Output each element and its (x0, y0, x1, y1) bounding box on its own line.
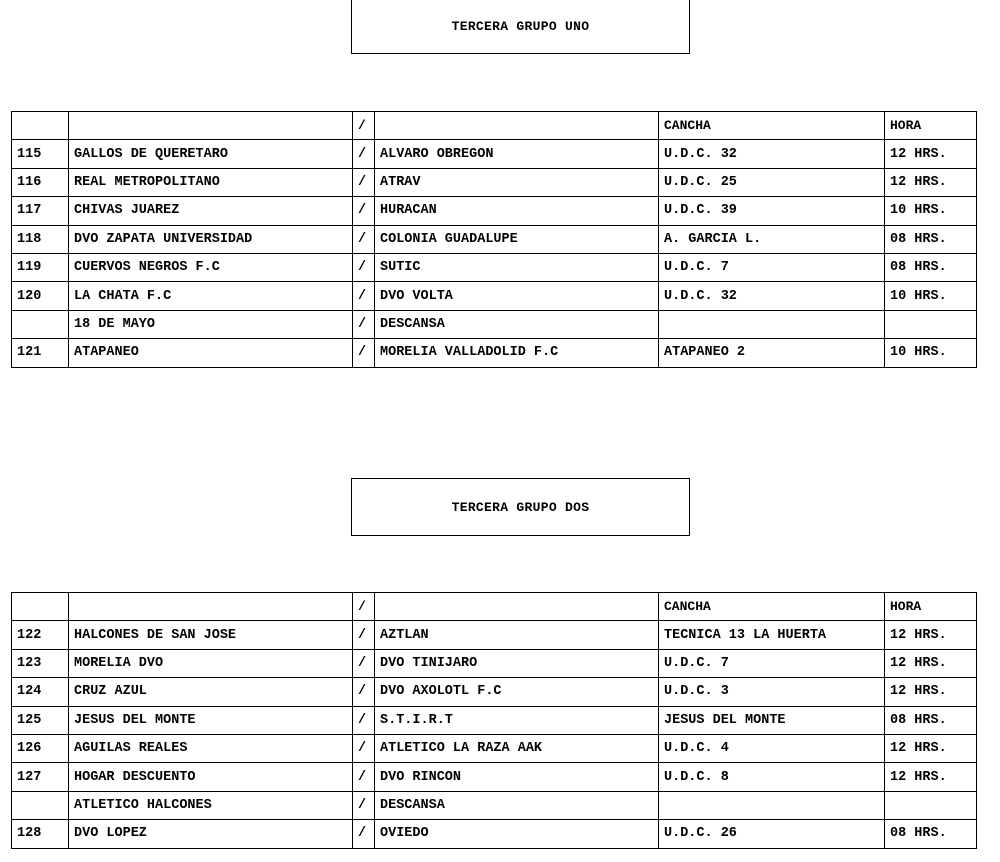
venue-cell: U.D.C. 39 (659, 197, 885, 225)
time-cell: 12 HRS. (885, 678, 977, 706)
time-cell: 10 HRS. (885, 282, 977, 310)
fixture-table-grupo-dos (11, 592, 977, 849)
home-team-cell (69, 593, 353, 621)
match-number-cell: 127 (12, 763, 69, 791)
table-row (12, 791, 977, 819)
away-team-cell: S.T.I.R.T (375, 706, 659, 734)
separator-cell: / (353, 791, 375, 819)
table-row (12, 140, 977, 168)
time-cell: 12 HRS. (885, 140, 977, 168)
away-team-cell: DVO VOLTA (375, 282, 659, 310)
table-row (12, 253, 977, 281)
match-number-cell: 128 (12, 820, 69, 848)
match-number-cell: 115 (12, 140, 69, 168)
table-row (12, 763, 977, 791)
home-team-cell: MORELIA DVO (69, 649, 353, 677)
home-team-cell: DVO ZAPATA UNIVERSIDAD (69, 225, 353, 253)
venue-cell: U.D.C. 4 (659, 734, 885, 762)
group-title-dos: TERCERA GRUPO DOS (351, 478, 690, 536)
table-row (12, 678, 977, 706)
home-team-cell (69, 112, 353, 140)
time-cell: 08 HRS. (885, 225, 977, 253)
venue-cell: U.D.C. 8 (659, 763, 885, 791)
separator-cell: / (353, 310, 375, 338)
time-cell: HORA (885, 112, 977, 140)
match-number-cell: 117 (12, 197, 69, 225)
group-title-uno: TERCERA GRUPO UNO (351, 0, 690, 54)
venue-cell: JESUS DEL MONTE (659, 706, 885, 734)
home-team-cell: JESUS DEL MONTE (69, 706, 353, 734)
away-team-cell (375, 112, 659, 140)
away-team-cell: COLONIA GUADALUPE (375, 225, 659, 253)
venue-cell: U.D.C. 25 (659, 168, 885, 196)
table-row (12, 225, 977, 253)
match-number-cell: 121 (12, 339, 69, 367)
time-cell: 08 HRS. (885, 253, 977, 281)
home-team-cell: CRUZ AZUL (69, 678, 353, 706)
separator-cell: / (353, 112, 375, 140)
fixture-table-grupo-uno (11, 111, 977, 368)
table-row (12, 197, 977, 225)
time-cell: 12 HRS. (885, 763, 977, 791)
away-team-cell: SUTIC (375, 253, 659, 281)
match-number-cell: 125 (12, 706, 69, 734)
match-number-cell (12, 593, 69, 621)
venue-cell: U.D.C. 26 (659, 820, 885, 848)
table-row (12, 339, 977, 367)
time-cell: 10 HRS. (885, 339, 977, 367)
home-team-cell: LA CHATA F.C (69, 282, 353, 310)
separator-cell: / (353, 225, 375, 253)
home-team-cell: REAL METROPOLITANO (69, 168, 353, 196)
time-cell: 08 HRS. (885, 706, 977, 734)
match-number-cell: 122 (12, 621, 69, 649)
home-team-cell: GALLOS DE QUERETARO (69, 140, 353, 168)
home-team-cell: AGUILAS REALES (69, 734, 353, 762)
home-team-cell: ATAPANEO (69, 339, 353, 367)
venue-cell: ATAPANEO 2 (659, 339, 885, 367)
match-number-cell: 126 (12, 734, 69, 762)
venue-cell: U.D.C. 7 (659, 253, 885, 281)
separator-cell: / (353, 649, 375, 677)
match-number-cell: 120 (12, 282, 69, 310)
away-team-cell: DVO TINIJARO (375, 649, 659, 677)
table-row (12, 706, 977, 734)
time-cell: 12 HRS. (885, 649, 977, 677)
venue-cell (659, 310, 885, 338)
time-cell: 12 HRS. (885, 734, 977, 762)
table-row (12, 649, 977, 677)
separator-cell: / (353, 282, 375, 310)
venue-cell: CANCHA (659, 112, 885, 140)
home-team-cell: 18 DE MAYO (69, 310, 353, 338)
time-cell: 10 HRS. (885, 197, 977, 225)
time-cell: 12 HRS. (885, 621, 977, 649)
time-cell (885, 310, 977, 338)
table-header-row (12, 112, 977, 140)
home-team-cell: HALCONES DE SAN JOSE (69, 621, 353, 649)
separator-cell: / (353, 593, 375, 621)
away-team-cell: DVO AXOLOTL F.C (375, 678, 659, 706)
away-team-cell: HURACAN (375, 197, 659, 225)
match-number-cell (12, 791, 69, 819)
time-cell: HORA (885, 593, 977, 621)
match-number-cell: 123 (12, 649, 69, 677)
away-team-cell: DVO RINCON (375, 763, 659, 791)
home-team-cell: ATLETICO HALCONES (69, 791, 353, 819)
venue-cell: CANCHA (659, 593, 885, 621)
venue-cell: U.D.C. 3 (659, 678, 885, 706)
away-team-cell: AZTLAN (375, 621, 659, 649)
away-team-cell: ATLETICO LA RAZA AAK (375, 734, 659, 762)
match-number-cell: 124 (12, 678, 69, 706)
time-cell: 12 HRS. (885, 168, 977, 196)
away-team-cell: OVIEDO (375, 820, 659, 848)
home-team-cell: CUERVOS NEGROS F.C (69, 253, 353, 281)
match-number-cell: 118 (12, 225, 69, 253)
venue-cell: U.D.C. 7 (659, 649, 885, 677)
away-team-cell: DESCANSA (375, 310, 659, 338)
separator-cell: / (353, 253, 375, 281)
separator-cell: / (353, 140, 375, 168)
time-cell: 08 HRS. (885, 820, 977, 848)
time-cell (885, 791, 977, 819)
venue-cell: TECNICA 13 LA HUERTA (659, 621, 885, 649)
match-number-cell: 119 (12, 253, 69, 281)
away-team-cell: ALVARO OBREGON (375, 140, 659, 168)
separator-cell: / (353, 621, 375, 649)
separator-cell: / (353, 820, 375, 848)
separator-cell: / (353, 763, 375, 791)
match-number-cell: 116 (12, 168, 69, 196)
table-header-row (12, 593, 977, 621)
home-team-cell: CHIVAS JUAREZ (69, 197, 353, 225)
away-team-cell: MORELIA VALLADOLID F.C (375, 339, 659, 367)
separator-cell: / (353, 706, 375, 734)
venue-cell: U.D.C. 32 (659, 140, 885, 168)
separator-cell: / (353, 197, 375, 225)
separator-cell: / (353, 339, 375, 367)
table-row (12, 621, 977, 649)
home-team-cell: DVO LOPEZ (69, 820, 353, 848)
table-row (12, 820, 977, 848)
separator-cell: / (353, 168, 375, 196)
venue-cell: U.D.C. 32 (659, 282, 885, 310)
separator-cell: / (353, 678, 375, 706)
table-row (12, 734, 977, 762)
venue-cell (659, 791, 885, 819)
match-number-cell (12, 310, 69, 338)
away-team-cell (375, 593, 659, 621)
separator-cell: / (353, 734, 375, 762)
away-team-cell: DESCANSA (375, 791, 659, 819)
venue-cell: A. GARCIA L. (659, 225, 885, 253)
table-row (12, 282, 977, 310)
match-number-cell (12, 112, 69, 140)
table-row (12, 168, 977, 196)
home-team-cell: HOGAR DESCUENTO (69, 763, 353, 791)
away-team-cell: ATRAV (375, 168, 659, 196)
table-row (12, 310, 977, 338)
